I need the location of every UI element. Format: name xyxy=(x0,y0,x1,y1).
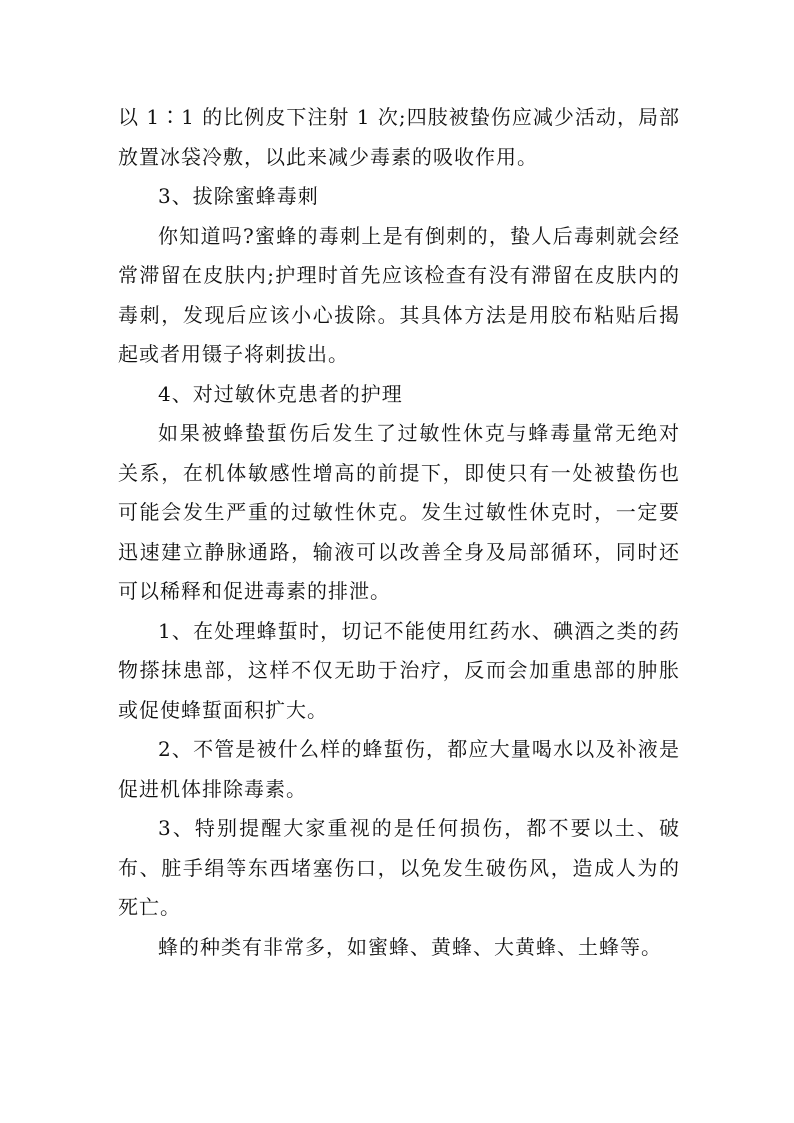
section-heading-allergic-shock: 4、对过敏休克患者的护理 xyxy=(158,381,403,406)
paragraph-bee-types: 蜂的种类有非常多，如蜜蜂、黄蜂、大黄蜂、土蜂等。 xyxy=(158,934,662,959)
paragraph-tip-2: 2、不管是被什么样的蜂蜇伤，都应大量喝水以及补液是促进机体排除毒素。 xyxy=(118,737,680,801)
paragraph-stinger-removal: 你知道吗?蜜蜂的毒刺上是有倒刺的，蛰人后毒刺就会经常滞留在皮肤内;护理时首先应该检查有没有滞留在皮肤内的毒刺，发现后应该小心拔除。其具体方法是用胶布粘贴后揭起或者用镊子将刺拔出。 xyxy=(118,223,680,366)
paragraph-dosage-continuation: 以 1∶1 的比例皮下注射 1 次;四肢被蛰伤应减少活动，局部放置冰袋冷敷，以此来减少毒素的吸收作用。 xyxy=(118,105,680,169)
paragraph-tip-1: 1、在处理蜂蜇时，切记不能使用红药水、碘酒之类的药物搽抹患部，这样不仅无助于治疗，反而会加重患部的肿胀或促使蜂蜇面积扩大。 xyxy=(118,618,680,722)
paragraph-tip-3: 3、特别提醒大家重视的是任何损伤，都不要以土、破布、脏手绢等东西堵塞伤口，以免发生破伤风，造成人为的死亡。 xyxy=(118,816,680,919)
section-heading-remove-stinger: 3、拔除蜜蜂毒刺 xyxy=(158,184,319,208)
document-body xyxy=(118,98,680,967)
paragraph-allergic-shock: 如果被蜂蛰蜇伤后发生了过敏性休克与蜂毒量常无绝对关系，在机体敏感性增高的前提下，即使只有一处被蛰伤也可能会发生严重的过敏性休克。发生过敏性休克时，一定要迅速建立静脉通路，输液可以改善全身及局部循环，同时还可以稀释和促进毒素的排泄。 xyxy=(118,421,680,603)
